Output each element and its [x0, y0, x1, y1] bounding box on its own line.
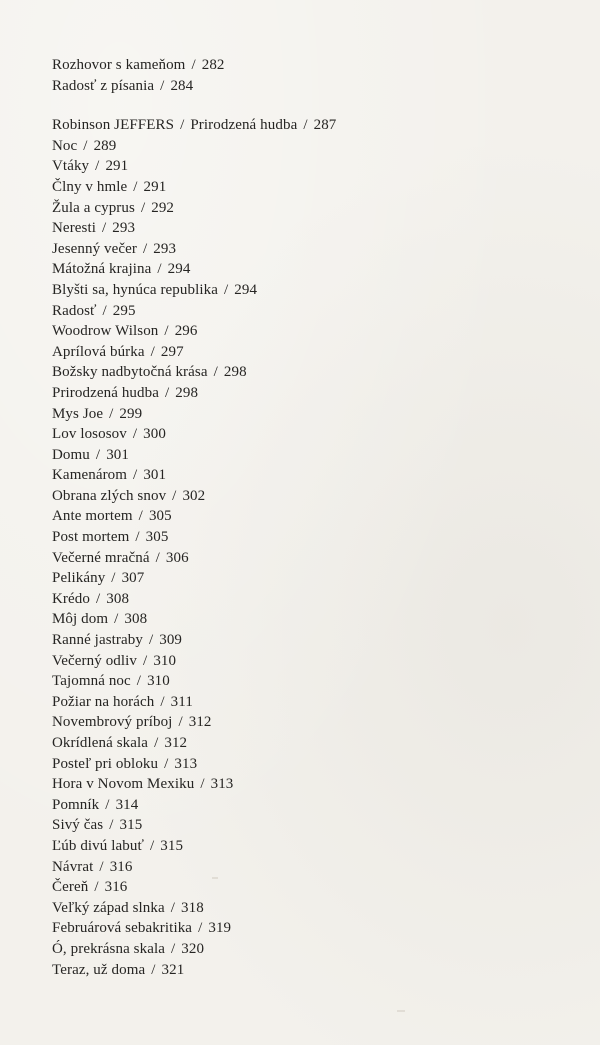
toc-entry-page: 293	[153, 240, 177, 257]
toc-entry-title: Člny v hmle	[52, 178, 128, 195]
toc-separator: /	[171, 940, 176, 957]
toc-entry-page: 294	[234, 281, 258, 298]
toc-entry-title: Môj dom	[52, 611, 109, 628]
toc-entry-title: Ante mortem	[52, 508, 133, 525]
toc-entry-page: 298	[223, 364, 247, 381]
toc-entry-page: 291	[105, 158, 129, 175]
toc-separator: /	[155, 549, 160, 566]
toc-separator: /	[224, 281, 229, 298]
toc-entry-page: 284	[170, 77, 194, 94]
toc-entry-title: Tajomná noc	[52, 673, 131, 690]
toc-separator: /	[213, 364, 218, 381]
toc-entry-title: Blyšti sa, hynúca republika	[52, 281, 219, 298]
toc-entry-title: Sivý čas	[52, 817, 104, 834]
toc-entry-page: 294	[167, 261, 191, 278]
toc-separator: /	[102, 220, 107, 237]
toc-entry-page: 318	[181, 899, 204, 916]
toc-entry-page: 311	[170, 693, 193, 710]
toc-entry-page: 296	[174, 323, 198, 340]
toc-entry-title: Aprílová búrka	[52, 343, 145, 360]
toc-entry-title: Ranné jastraby	[52, 632, 143, 649]
toc-entry	[52, 589, 336, 610]
toc-entry-title: Radosť	[52, 302, 97, 319]
toc-entry-title: Kamenárom	[52, 467, 128, 484]
toc-entry-title: Domu	[52, 446, 90, 463]
toc-entry-page: 308	[106, 590, 130, 607]
toc-separator: /	[105, 796, 110, 813]
toc-entry-title: Neresti	[52, 220, 97, 237]
toc-entry	[52, 877, 336, 898]
toc-entry-title: Hora v Novom Mexiku	[52, 776, 195, 793]
toc-entry	[52, 898, 336, 919]
toc-entry-title: Požiar na horách	[52, 693, 155, 710]
toc-entry-page: 306	[165, 549, 189, 566]
toc-entry-page: 314	[115, 796, 139, 813]
toc-entry-page: 310	[147, 673, 170, 690]
toc-separator: /	[109, 405, 114, 422]
toc-separator: /	[150, 343, 155, 360]
toc-separator: /	[170, 899, 176, 916]
toc-separator: /	[135, 529, 140, 546]
toc-entry-page: 305	[148, 508, 172, 525]
toc-entry	[52, 692, 336, 713]
toc-entry-page: 301	[106, 446, 129, 463]
toc-entry	[52, 857, 336, 878]
toc-entry-page: 297	[160, 343, 184, 360]
toc-entry	[52, 218, 336, 239]
toc-group	[52, 55, 336, 96]
toc-entry-title: Obrana zlých snov	[52, 487, 167, 504]
toc-entry-page: 315	[160, 837, 184, 854]
toc-entry-title: Pomník	[52, 796, 100, 813]
toc-separator: /	[164, 755, 169, 772]
toc-entry	[52, 198, 336, 219]
toc-entry-title: Čereň	[52, 879, 89, 896]
toc-separator: /	[111, 570, 116, 587]
toc-separator: /	[154, 735, 159, 751]
toc-separator: /	[83, 137, 88, 154]
toc-entry-page: 305	[145, 529, 169, 546]
toc-entry-title: Jesenný večer	[52, 240, 138, 257]
toc-entry	[52, 548, 336, 569]
toc-entry	[52, 671, 336, 692]
toc-entry-page: 282	[201, 57, 225, 73]
toc-entry	[52, 960, 336, 981]
toc-entry-page: 291	[143, 178, 167, 195]
toc-entry-page: 316	[104, 879, 128, 896]
toc-entry-title: Mys Joe	[52, 405, 104, 422]
toc-entry	[52, 321, 336, 342]
toc-entry	[52, 733, 336, 754]
toc-entry	[52, 342, 336, 363]
toc-entry	[52, 55, 336, 76]
toc-entry-page: 289	[93, 137, 117, 154]
toc-entry-title: Božsky nadbytočná krása	[52, 364, 208, 381]
toc-entry	[52, 445, 336, 466]
toc-entry-page: 312	[164, 735, 188, 751]
toc-separator: /	[200, 776, 205, 793]
toc-separator: /	[114, 611, 119, 628]
toc-separator: /	[164, 384, 170, 401]
toc-entry-page: 298	[175, 384, 199, 401]
toc-entry-title: Woodrow Wilson	[52, 323, 159, 340]
toc-entry-title: Teraz, už doma	[52, 961, 146, 978]
toc-entry	[52, 465, 336, 486]
toc-separator: /	[149, 837, 155, 854]
toc-entry	[52, 280, 336, 301]
toc-entry-page: 300	[143, 426, 166, 443]
toc-entry-title: Pelikány	[52, 570, 106, 587]
toc-entry-page: 287	[313, 117, 337, 134]
paper-speck	[212, 877, 218, 879]
toc-entry-page: 321	[161, 961, 185, 978]
toc-separator: /	[180, 117, 185, 134]
toc-entry-page: 315	[119, 817, 143, 834]
toc-entry-page: 295	[112, 302, 136, 319]
toc-entry-title: Posteľ pri obloku	[52, 755, 159, 772]
toc-entry-page: 320	[181, 940, 205, 957]
toc-entry	[52, 774, 336, 795]
toc-entry-page: 307	[121, 570, 145, 587]
toc-entry-page: 319	[208, 920, 232, 937]
toc-separator: /	[138, 508, 143, 525]
toc-entry-title: Večerné mračná	[52, 549, 150, 566]
toc-separator: /	[143, 652, 148, 669]
toc-separator: /	[303, 117, 308, 134]
toc-entry-page: 313	[174, 755, 198, 772]
toc-entry	[52, 815, 336, 836]
toc-entry-page: 310	[153, 652, 177, 669]
toc-separator: /	[191, 57, 196, 73]
toc-entry-page: 302	[182, 487, 206, 504]
toc-entry-title: Ó, prekrásna skala	[52, 940, 166, 957]
toc-entry-page: 299	[119, 405, 143, 422]
toc-entry	[52, 918, 336, 939]
toc-entry	[52, 177, 336, 198]
toc-separator: /	[151, 961, 156, 978]
toc-separator: /	[160, 693, 165, 710]
toc-entry-title: Novembrový príboj	[52, 714, 173, 731]
toc-entry-page: 301	[143, 467, 167, 484]
toc-entry	[52, 76, 336, 97]
toc-entry	[52, 527, 336, 548]
toc-entry-title: Post mortem	[52, 529, 130, 546]
toc-entry	[52, 568, 336, 589]
toc-separator: /	[164, 323, 169, 340]
toc-separator: /	[143, 240, 148, 257]
paper-speck	[397, 1010, 405, 1012]
toc-separator: /	[172, 487, 177, 504]
toc-entry-title: Lov lososov	[52, 426, 127, 443]
toc-entry	[52, 651, 336, 672]
toc-entry-title: Prirodzená hudba	[52, 384, 159, 401]
toc-entry-title: Návrat	[52, 858, 94, 875]
toc-entry-page: 316	[109, 858, 133, 875]
toc-entry-title: Robinson JEFFERS	[52, 117, 175, 134]
toc-separator: /	[140, 199, 146, 216]
toc-separator: /	[94, 879, 99, 896]
toc-entry-title: Rozhovor s kameňom	[52, 57, 186, 73]
toc-entry-page: 309	[159, 632, 183, 649]
toc-entry-page: 293	[112, 220, 136, 237]
toc-entry-page: 313	[210, 776, 234, 793]
toc-entry	[52, 506, 336, 527]
toc-separator: /	[95, 158, 100, 175]
toc-separator: /	[96, 590, 101, 607]
toc-entry-subtitle: Prirodzená hudba	[190, 117, 298, 134]
toc-entry	[52, 259, 336, 280]
toc-entry	[52, 383, 336, 404]
toc-separator: /	[136, 673, 142, 690]
toc-entry	[52, 795, 336, 816]
toc-entry	[52, 239, 336, 260]
toc-entry-title: Noc	[52, 137, 78, 154]
toc-entry-title: Krédo	[52, 590, 90, 607]
toc-entry	[52, 609, 336, 630]
toc-separator: /	[133, 178, 138, 195]
toc-separator: /	[198, 920, 203, 937]
toc-separator: /	[109, 817, 114, 834]
toc-entry-title: Večerný odliv	[52, 652, 138, 669]
toc-separator: /	[133, 467, 138, 484]
toc-entry	[52, 712, 336, 733]
toc-group-list	[52, 55, 336, 96]
toc-entry	[52, 836, 336, 857]
toc-separator: /	[148, 632, 154, 649]
toc-entry	[52, 630, 336, 651]
toc-separator: /	[102, 302, 107, 319]
toc-entry	[52, 115, 336, 136]
toc-entry	[52, 301, 336, 322]
toc-group-list	[52, 115, 336, 980]
toc-entry	[52, 939, 336, 960]
toc-entry-title: Ľúb divú labuť	[52, 837, 144, 854]
toc-entry-page: 292	[151, 199, 175, 216]
toc-entry	[52, 362, 336, 383]
toc-entry-page: 308	[124, 611, 148, 628]
toc-entry-title: Veľký západ slnka	[52, 899, 165, 916]
toc-separator: /	[178, 714, 183, 731]
toc-separator: /	[95, 446, 101, 463]
toc-entry	[52, 156, 336, 177]
toc-entry-title: Okrídlená skala	[52, 735, 149, 751]
toc-entry	[52, 136, 336, 157]
toc-entry	[52, 424, 336, 445]
toc-entry-title: Mátožná krajina	[52, 261, 152, 278]
toc-separator: /	[132, 426, 138, 443]
toc-entry-page: 312	[188, 714, 212, 731]
toc-entry	[52, 754, 336, 775]
toc-entry-title: Februárová sebakritika	[52, 920, 193, 937]
toc-entry	[52, 486, 336, 507]
toc-separator: /	[99, 858, 104, 875]
toc-separator: /	[157, 261, 162, 278]
toc-entry-title: Radosť z písania	[52, 77, 155, 94]
toc-entry-title: Žula a cyprus	[52, 199, 135, 216]
toc-group	[52, 115, 336, 980]
toc-entry	[52, 404, 336, 425]
table-of-contents	[52, 55, 336, 999]
toc-separator: /	[160, 77, 165, 94]
toc-entry-title: Vtáky	[52, 158, 90, 175]
